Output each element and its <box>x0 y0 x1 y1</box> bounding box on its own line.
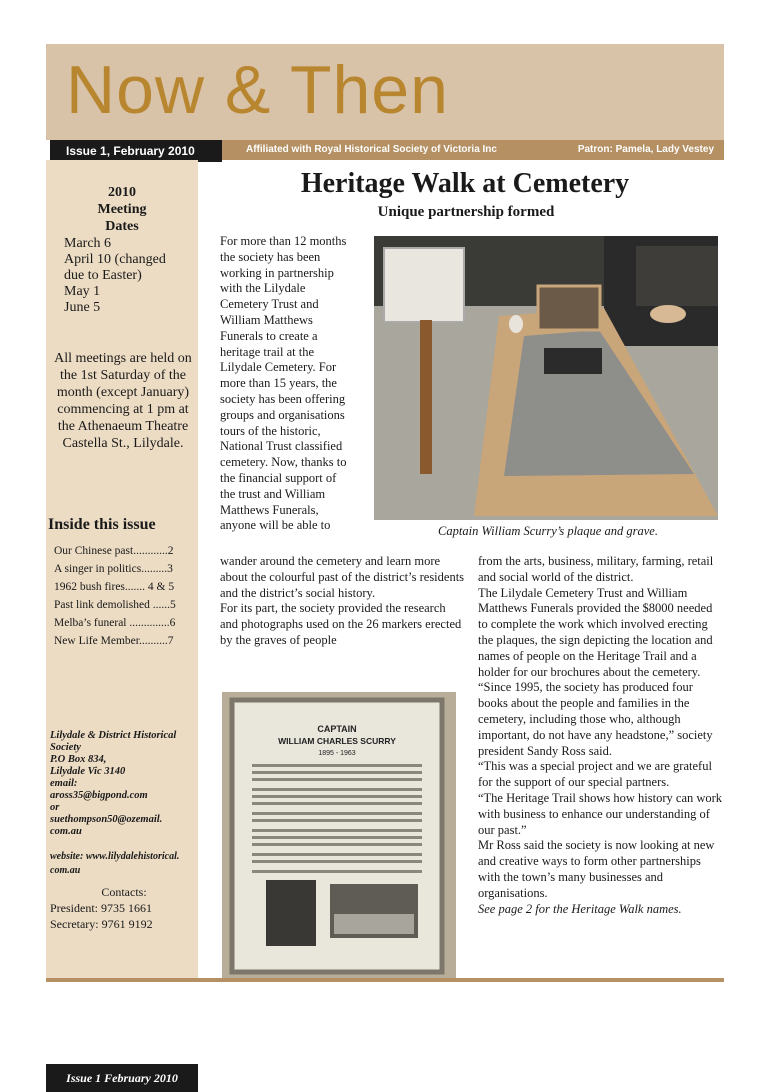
article-paragraph: wander around the cemetery and learn more about the colourful past of the district’s residents and the district’s social history. <box>220 554 465 600</box>
dates-title-meeting: Meeting <box>97 202 147 217</box>
plaque-title-2: WILLIAM CHARLES SCURRY <box>278 736 396 746</box>
website-line[interactable]: website: www.lilydalehistorical. <box>50 851 180 862</box>
date-item: May 1 <box>64 284 101 299</box>
table-of-contents <box>54 542 194 650</box>
inside-issue-title: Inside this issue <box>48 516 156 533</box>
meeting-dates-list <box>64 236 194 316</box>
footer-issue-label: Issue 1 February 2010 <box>46 1064 198 1092</box>
website-link[interactable] <box>50 850 198 878</box>
dates-title-dates: Dates <box>105 219 139 234</box>
bottom-rule <box>46 978 724 982</box>
meeting-dates-title <box>46 184 198 235</box>
meeting-note: All meetings are held on the 1st Saturday of the month (except January) commencing at 1 pm at the Athenaeum Theatre Castella St., Lilydale. <box>54 351 192 451</box>
toc-item[interactable]: Our Chinese past............2 <box>54 545 174 557</box>
sidebar <box>46 160 198 1085</box>
grave-photo <box>374 236 718 520</box>
newsletter-page <box>46 44 724 1085</box>
issue-label: Issue 1, February 2010 <box>50 140 222 162</box>
patron-text: Patron: Pamela, Lady Vestey <box>577 144 714 155</box>
email-link[interactable]: suethompson50@ozemail. <box>50 814 163 825</box>
article-column-1: For more than 12 months the society has been working in partnership with the Lilydale Cemetery Trust and William Matthews Funerals to create a heritage trail at the Lilydale Cemetery. For more than 15 years, the society has been offering groups and organisations tours of the historic, National Trust classified cemetery. Now, thanks to the financial support of the trust and William Matthews Funerals, anyone will be able to <box>220 234 347 533</box>
dates-title-year: 2010 <box>108 185 136 200</box>
plaque-photo-illustration <box>222 692 456 978</box>
date-item: due to Easter) <box>64 268 142 283</box>
toc-item[interactable]: A singer in politics.........3 <box>54 563 173 575</box>
see-page-note: See page 2 for the Heritage Walk names. <box>478 901 682 916</box>
secretary-phone: Secretary: 9761 9192 <box>50 917 153 931</box>
article-paragraph: For its part, the society provided the research and photographs used on the 26 markers erected by the graves of people <box>220 601 462 647</box>
article-subhead: Unique partnership formed <box>377 204 555 220</box>
article-paragraph: from the arts, business, military, farming, retail and social world of the district. <box>478 554 714 584</box>
website-line[interactable]: com.au <box>50 865 81 876</box>
article-paragraph: “This was a special project and we are grateful for the support of our special partners. <box>478 759 712 790</box>
society-line: P.O Box 834, <box>50 754 107 765</box>
article-paragraph: “Since 1995, the society has produced four books about the people and families in the cemetery, including those who, although important, do not have any headstone,” society president Sandy Ross said. <box>478 680 713 758</box>
society-line: Lilydale Vic 3140 <box>50 766 126 777</box>
society-address <box>50 730 198 838</box>
toc-item[interactable]: 1962 bush fires....... 4 & 5 <box>54 581 175 593</box>
article-paragraph: Mr Ross said the society is now looking at new and creative ways to form other partnerships with the town’s many businesses and organisations. <box>478 838 715 900</box>
plaque-photo <box>222 692 456 978</box>
toc-item[interactable]: Melba’s funeral ..............6 <box>54 617 176 629</box>
date-item: March 6 <box>64 236 112 251</box>
president-phone: President: 9735 1661 <box>50 901 152 915</box>
affiliation-text: Affiliated with Royal Historical Society of Victoria Inc <box>246 144 497 155</box>
toc-item[interactable]: Past link demolished ......5 <box>54 599 176 611</box>
article-paragraph: “The Heritage Trail shows how history can work with business to enhance our understanding of our past.” <box>478 790 723 837</box>
society-line: email: <box>50 778 78 789</box>
contacts <box>50 884 198 932</box>
article-column-1-continued <box>220 554 465 649</box>
contacts-title: Contacts: <box>101 885 147 899</box>
article-headline: Heritage Walk at Cemetery <box>300 168 630 199</box>
newsletter-title: Now & Then <box>66 52 449 128</box>
society-line: Society <box>50 742 81 753</box>
masthead <box>46 44 724 140</box>
email-link[interactable]: com.au <box>50 826 82 837</box>
society-line: Lilydale & District Historical <box>50 730 177 741</box>
photo-caption: Captain William Scurry’s plaque and grave. <box>438 524 658 538</box>
society-line: or <box>50 802 60 813</box>
grave-photo-illustration <box>374 236 718 520</box>
plaque-years: 1895 - 1963 <box>318 750 356 757</box>
affiliation-bar <box>222 140 724 160</box>
date-item: April 10 (changed <box>64 252 166 267</box>
article-paragraph: The Lilydale Cemetery Trust and William Matthews Funerals provided the $8000 needed to complete the work which involved erecting the plaques, the sign depicting the location and names of people on the Heritage Trail and a holder for our brochures about the cemetery. <box>478 585 713 679</box>
plaque-title-1: CAPTAIN <box>317 724 357 734</box>
article-column-2 <box>478 554 724 917</box>
email-link[interactable]: aross35@bigpond.com <box>50 790 148 801</box>
date-item: June 5 <box>64 300 101 315</box>
toc-item[interactable]: New Life Member..........7 <box>54 635 174 647</box>
